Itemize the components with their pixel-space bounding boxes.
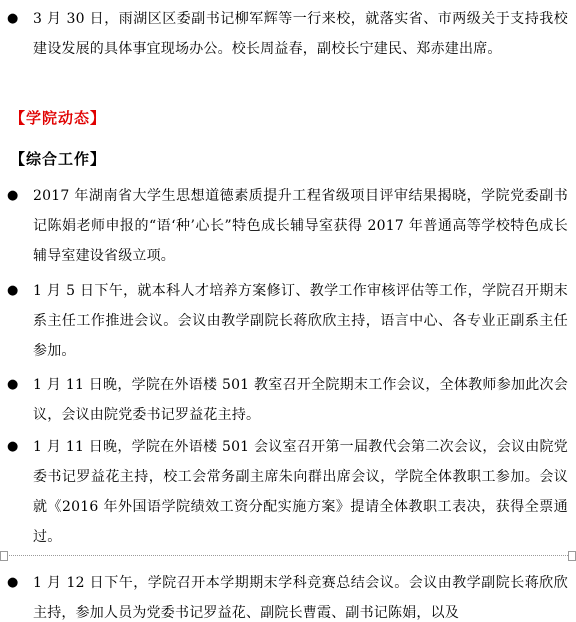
list-item-text: 1 月 12 日下午，学院召开本学期期末学科竞赛总结会议。会议由教学副院长蒋欣欣主持，参加人员为党委书记罗益花、副院长曹霞、副书记陈娟，以及 [33, 575, 568, 621]
list-item [0, 4, 576, 94]
list-item [0, 276, 576, 366]
bullet-icon: ● [7, 11, 19, 26]
bullet-icon: ● [7, 439, 19, 454]
list-item [0, 181, 576, 271]
list-item-text: 2017 年湖南省大学生思想道德素质提升工程省级项目评审结果揭晓，学院党委副书记陈娟老师申报的“语‘种’心长”特色成长辅导室获得 2017 年普通高等学校特色成长辅导室建设省级立项。 [33, 188, 568, 264]
list-item [0, 568, 576, 622]
list-item [0, 432, 576, 552]
bullet-icon: ● [7, 188, 19, 203]
bullet-icon: ● [7, 377, 19, 392]
list-item [0, 370, 576, 430]
section-heading-college-news: 【学院动态】 [10, 109, 107, 127]
page-break-marker-left [0, 551, 8, 561]
list-item-text: 1 月 5 日下午，就本科人才培养方案修订、教学工作审核评估等工作，学院召开期末系主任工作推进会议。会议由教学副院长蒋欣欣主持，语言中心、各专业正副系主任参加。 [33, 283, 568, 359]
page-break-line [0, 555, 576, 557]
list-item-text: 1 月 11 日晚，学院在外语楼 501 会议室召开第一届教代会第二次会议，会议由院党委书记罗益花主持，校工会常务副主席朱向群出席会议，学院全体教职工参加。会议就《2016 年外国语学院绩效工资分配实施方案》提请全体教职工表决，获得全票通过。 [33, 439, 568, 545]
list-item-text: 3 月 30 日，雨湖区区委副书记柳军辉等一行来校，就落实省、市两级关于支持我校建设发展的具体事宜现场办公。校长周益春，副校长宁建民、郑赤建出席。 [33, 11, 568, 57]
section-heading-general-work: 【综合工作】 [10, 150, 107, 168]
bullet-icon: ● [7, 283, 19, 298]
list-item-text: 1 月 11 日晚，学院在外语楼 501 教室召开全院期末工作会议，全体教师参加此次会议，会议由院党委书记罗益花主持。 [33, 377, 568, 423]
page-break-marker-right [568, 551, 576, 561]
bullet-icon: ● [7, 575, 19, 590]
